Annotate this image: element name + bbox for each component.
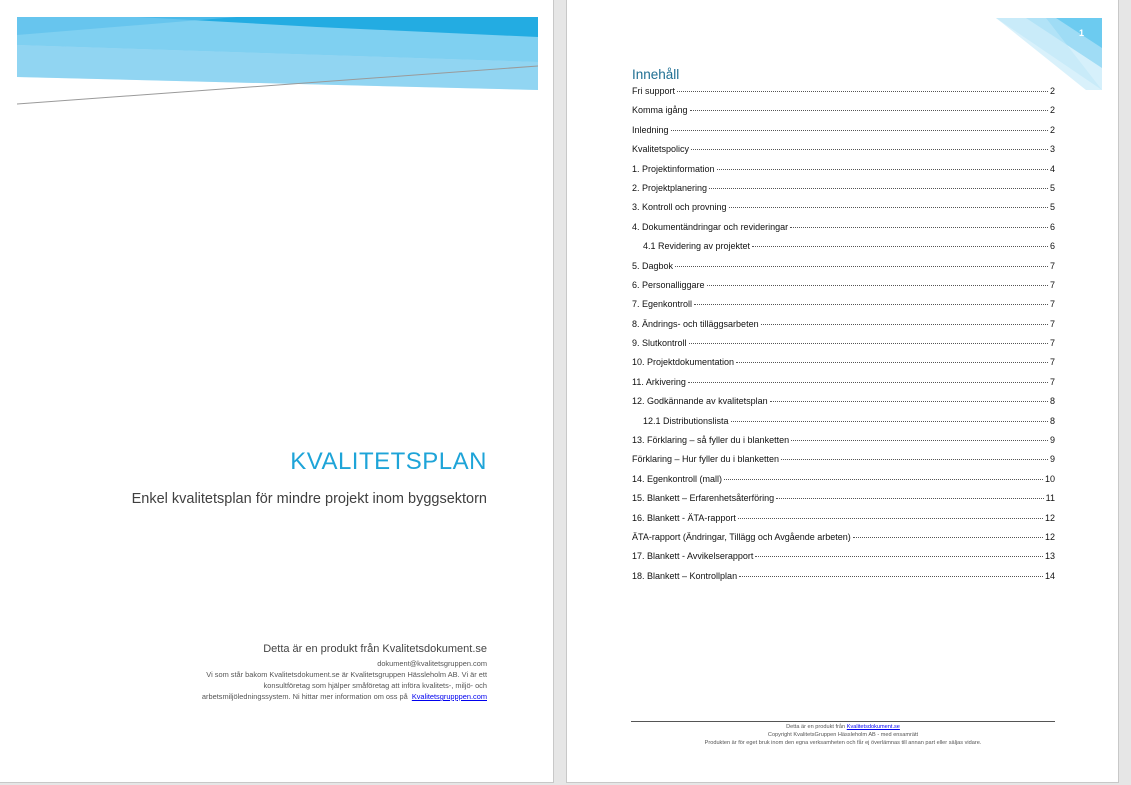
toc-footer-prefix: Detta är en produkt från <box>786 724 846 730</box>
toc-entry-page: 7 <box>1049 318 1055 329</box>
cover-page <box>0 0 553 782</box>
toc-dot-leader <box>790 227 1048 228</box>
toc-entry[interactable] <box>632 571 1055 590</box>
toc-dot-leader <box>694 304 1048 305</box>
cover-footer-line3: arbetsmiljöledningssystem. Ni hittar mer information om oss på <box>201 692 408 701</box>
toc-dot-leader <box>688 382 1048 383</box>
toc-dot-leader <box>776 498 1044 499</box>
toc-entry-page: 12 <box>1044 531 1055 542</box>
toc-entry-page: 7 <box>1049 357 1055 368</box>
toc-entry-text: 3. Kontroll och provning <box>632 202 727 213</box>
toc-entry-page: 8 <box>1049 396 1055 407</box>
toc-dot-leader <box>707 285 1048 286</box>
toc-dot-leader <box>781 459 1048 460</box>
toc-entry-page: 10 <box>1044 473 1055 484</box>
toc-heading: Innehåll <box>632 67 680 82</box>
cover-footer-line3-wrap <box>127 691 487 702</box>
toc-entry-text: Förklaring – Hur fyller du i blanketten <box>632 454 780 465</box>
toc-entry-page: 7 <box>1049 299 1055 310</box>
toc-entry-page: 7 <box>1049 260 1055 271</box>
toc-dot-leader <box>736 362 1048 363</box>
toc-entry-text: 4. Dokumentändringar och revideringar <box>632 221 789 232</box>
page-number: 1 <box>1078 28 1084 38</box>
toc-entry[interactable] <box>632 280 1055 299</box>
toc-entry[interactable] <box>632 86 1055 105</box>
toc-entry[interactable] <box>632 125 1055 144</box>
toc-entry[interactable] <box>632 416 1055 435</box>
toc-entry-page: 2 <box>1049 124 1055 135</box>
toc-dot-leader <box>729 207 1048 208</box>
toc-entry-text: Kvalitetspolicy <box>632 144 690 155</box>
toc-entry[interactable] <box>632 202 1055 221</box>
toc-entry[interactable] <box>632 105 1055 124</box>
toc-entry-text: Fri support <box>632 86 676 96</box>
cover-footer-link[interactable]: Kvalitetsgrupppen.com <box>411 692 487 701</box>
toc-entry-page: 7 <box>1049 338 1055 349</box>
toc-entry-page: 5 <box>1049 202 1055 213</box>
toc-entry-page: 5 <box>1049 182 1055 193</box>
toc-entry-text: 9. Slutkontroll <box>632 338 687 349</box>
toc-list <box>632 86 1055 590</box>
toc-dot-leader <box>675 266 1048 267</box>
toc-entry-text: Inledning <box>632 124 669 135</box>
toc-dot-leader <box>770 401 1048 402</box>
cover-banner-graphic <box>17 17 538 107</box>
toc-entry[interactable] <box>632 435 1055 454</box>
toc-entry-text: 10. Projektdokumentation <box>632 357 735 368</box>
toc-entry[interactable] <box>632 377 1055 396</box>
toc-dot-leader <box>677 91 1048 92</box>
toc-entry[interactable] <box>632 396 1055 415</box>
toc-dot-leader <box>761 324 1048 325</box>
toc-entry[interactable] <box>632 241 1055 260</box>
toc-entry-page: 12 <box>1044 512 1055 523</box>
toc-entry[interactable] <box>632 454 1055 473</box>
toc-entry-text: 8. Ändrings- och tilläggsarbeten <box>632 318 759 329</box>
toc-entry-page: 11 <box>1045 493 1055 504</box>
toc-entry-text: 16. Blankett - ÄTA-rapport <box>632 512 736 523</box>
toc-entry-text: 17. Blankett - Avvikelserapport <box>632 551 754 562</box>
toc-page <box>567 0 1118 782</box>
toc-entry-text: 1. Projektinformation <box>632 163 715 174</box>
toc-entry-page: 2 <box>1049 105 1055 116</box>
toc-entry-text: Komma igång <box>632 105 688 116</box>
toc-entry-text: ÄTA-rapport (Ändringar, Tillägg och Avgående arbeten) <box>632 531 851 542</box>
toc-entry[interactable] <box>632 164 1055 183</box>
toc-entry-text: 7. Egenkontroll <box>632 299 693 310</box>
toc-entry[interactable] <box>632 551 1055 570</box>
cover-footer-line1: Vi som står bakom Kvalitetsdokument.se är Kvalitetsgruppen Hässleholm AB. Vi är ett <box>206 670 487 679</box>
toc-entry-page: 3 <box>1049 144 1055 155</box>
toc-entry[interactable] <box>632 338 1055 357</box>
toc-dot-leader <box>739 576 1043 577</box>
toc-footer-line3: Produkten är för eget bruk inom den egna verksamheten och får ej överlämnas till annan part eller säljas vidare. <box>704 740 982 746</box>
toc-entry-text: 13. Förklaring – så fyller du i blanketten <box>632 435 790 446</box>
toc-dot-leader <box>689 343 1048 344</box>
corner-decoration-graphic <box>996 18 1102 90</box>
toc-entry[interactable] <box>632 513 1055 532</box>
toc-entry-text: 15. Blankett – Erfarenhetsåterföring <box>632 493 775 504</box>
toc-entry[interactable] <box>632 474 1055 493</box>
cover-footer-line2: konsultföretag som hjälper småföretag att införa kvalitets-, miljö- och <box>263 681 487 690</box>
toc-dot-leader <box>709 188 1048 189</box>
cover-footer-heading: Detta är en produkt från Kvalitetsdokument.se <box>263 643 487 655</box>
toc-entry[interactable] <box>632 319 1055 338</box>
toc-entry-text: 6. Personalliggare <box>632 279 705 290</box>
toc-entry-page: 2 <box>1049 86 1055 96</box>
toc-entry[interactable] <box>632 299 1055 318</box>
toc-dot-leader <box>691 149 1048 150</box>
toc-entry-page: 7 <box>1049 279 1055 290</box>
toc-entry[interactable] <box>632 144 1055 163</box>
toc-dot-leader <box>755 556 1043 557</box>
toc-footer-line1 <box>631 723 1055 731</box>
toc-entry-text: 12.1 Distributionslista <box>643 415 729 426</box>
toc-entry-page: 6 <box>1049 221 1055 232</box>
toc-page-footer <box>631 721 1055 747</box>
toc-entry-text: 18. Blankett – Kontrollplan <box>632 570 738 581</box>
toc-entry-text: 11. Arkivering <box>632 376 686 387</box>
toc-entry-page: 14 <box>1044 570 1055 581</box>
toc-entry-text: 2. Projektplanering <box>632 182 708 193</box>
toc-entry-text: 12. Godkännande av kvalitetsplan <box>632 396 768 407</box>
cover-footer <box>127 643 487 702</box>
toc-entry-page: 8 <box>1049 415 1055 426</box>
toc-footer-line2: Copyright KvalitetsGruppen Hässleholm AB - med ensamrätt <box>767 732 919 738</box>
toc-dot-leader <box>717 169 1048 170</box>
toc-entry-page: 6 <box>1049 241 1055 252</box>
toc-dot-leader <box>791 440 1048 441</box>
toc-entry[interactable] <box>632 222 1055 241</box>
document-subtitle: Enkel kvalitetsplan för mindre projekt inom byggsektorn <box>131 491 487 507</box>
cover-footer-email: dokument@kvalitetsgruppen.com <box>377 659 487 668</box>
toc-dot-leader <box>724 479 1043 480</box>
toc-entry-page: 7 <box>1049 376 1055 387</box>
toc-entry[interactable] <box>632 183 1055 202</box>
toc-dot-leader <box>738 518 1043 519</box>
toc-entry[interactable] <box>632 532 1055 551</box>
toc-entry-text: 14. Egenkontroll (mall) <box>632 473 723 484</box>
toc-entry[interactable] <box>632 261 1055 280</box>
toc-dot-leader <box>731 421 1048 422</box>
toc-entry-page: 4 <box>1049 163 1055 174</box>
toc-entry-text: 5. Dagbok <box>632 260 674 271</box>
toc-dot-leader <box>690 110 1048 111</box>
toc-dot-leader <box>752 246 1048 247</box>
toc-entry-page: 9 <box>1049 435 1055 446</box>
toc-entry-page: 9 <box>1049 454 1055 465</box>
toc-entry-page: 13 <box>1044 551 1055 562</box>
toc-entry[interactable] <box>632 493 1055 512</box>
document-title: KVALITETSPLAN <box>290 448 487 475</box>
toc-entry-text: 4.1 Revidering av projektet <box>643 241 751 252</box>
toc-dot-leader <box>853 537 1043 538</box>
toc-entry[interactable] <box>632 357 1055 376</box>
toc-dot-leader <box>671 130 1048 131</box>
toc-footer-link[interactable]: Kvalitetsdokument.se <box>846 724 900 730</box>
